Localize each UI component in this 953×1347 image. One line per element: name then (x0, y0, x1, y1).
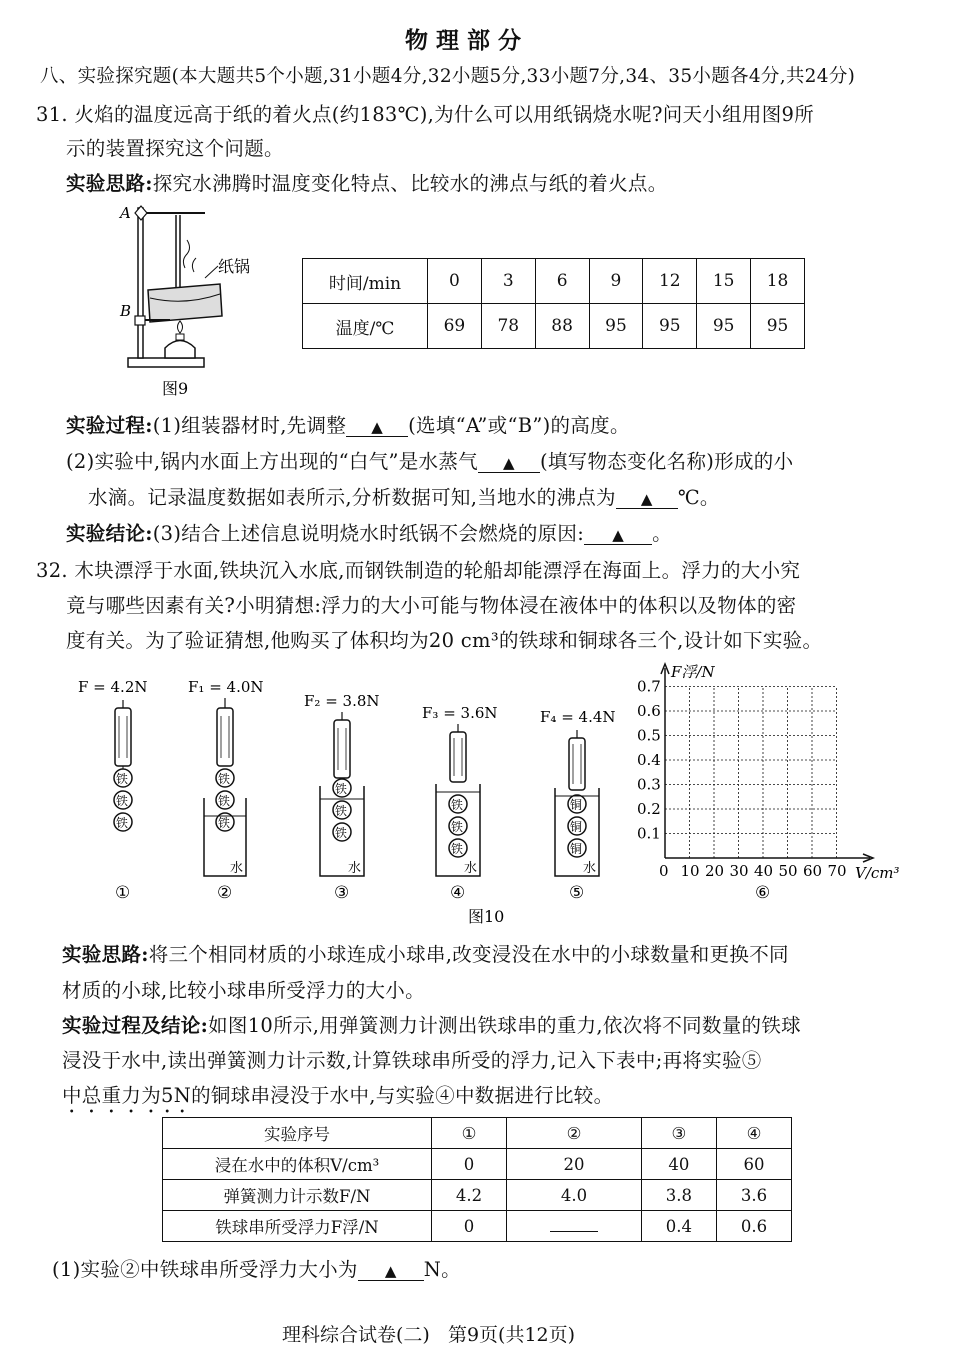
table-cell: 95 (589, 304, 643, 349)
figure-10-caption: 图10 (468, 907, 505, 926)
table-cell: 4.2 (432, 1180, 507, 1211)
spring-scale-4 (436, 724, 480, 876)
svg-text:铁: 铁 (335, 826, 348, 840)
q32-question-1: (1)实验②中铁球串所受浮力大小为 ▲ N。 (52, 1258, 461, 1281)
q32-line3: 度有关。为了验证猜想,他购买了体积均为20 cm³的铁球和铜球各三个,设计如下实验。 (66, 629, 823, 652)
force-label-4: F₃ = 3.6N (422, 704, 498, 722)
iron-ball-label: 铁 (116, 794, 129, 808)
svg-text:铜: 铜 (570, 842, 583, 856)
table-cell: 18 (751, 259, 805, 304)
table-cell: 0.6 (716, 1211, 791, 1242)
figure-9-caption: 图9 (162, 379, 189, 398)
graph-y-tick: 0.7 (637, 677, 661, 696)
table-cell: 3 (481, 259, 535, 304)
force-label-2: F₁ = 4.0N (188, 678, 264, 696)
graph-x-tick: 70 (827, 862, 847, 880)
svg-text:铁: 铁 (335, 804, 348, 818)
svg-text:铁: 铁 (451, 798, 464, 812)
graph-x-tick: 20 (705, 862, 725, 880)
label-b: B (120, 302, 132, 320)
q32-data-table (162, 1117, 792, 1242)
table-header-time: 时间/min (303, 259, 428, 304)
table-header: ③ (641, 1118, 716, 1149)
exp-number-6: ⑥ (755, 883, 771, 903)
water-label: 水 (230, 861, 244, 876)
table-cell: 69 (428, 304, 482, 349)
table-header: ④ (716, 1118, 791, 1149)
q32-proc-1: 实验过程及结论:如图10所示,用弹簧测力计测出铁球串的重力,依次将不同数量的铁球 (62, 1014, 801, 1037)
q31-line1: 31. 火焰的温度远高于纸的着火点(约183℃),为什么可以用纸锅烧水呢?问天小组用图9所 (36, 103, 815, 126)
svg-text:水: 水 (348, 861, 362, 876)
q31-data-table (302, 258, 805, 349)
svg-text:铁: 铁 (335, 782, 348, 796)
page-title: 物理部分 (405, 27, 529, 54)
table-cell: 6 (535, 259, 589, 304)
force-label-1: F = 4.2N (78, 678, 148, 696)
q31-idea: 实验思路:探究水沸腾时温度变化特点、比较水的沸点与纸的着火点。 (66, 172, 668, 195)
figure-10-apparatus (70, 668, 630, 930)
graph-x-label: V/cm³ (855, 864, 900, 882)
table-cell: 95 (697, 304, 751, 349)
q31-line2: 示的装置探究这个问题。 (66, 137, 284, 160)
force-label-5: F₄ = 4.4N (540, 708, 616, 726)
svg-text:铁: 铁 (451, 842, 464, 856)
table-cell: 12 (643, 259, 697, 304)
q32-proc-2: 浸没于水中,读出弹簧测力计示数,计算铁球串所受的浮力,记入下表中;再将实验⑤ (62, 1049, 762, 1072)
table-cell: 88 (535, 304, 589, 349)
q31-process-2: (2)实验中,锅内水面上方出现的“白气”是水蒸气 ▲ (填写物态变化名称)形成的小 (66, 450, 794, 473)
q31-process-2b: 水滴。记录温度数据如表所示,分析数据可知,当地水的沸点为 ▲ ℃。 (88, 486, 720, 509)
q32-proc-3: 中总重力为5N的铜球串浸没于水中,与实验④中数据进行比较。 (62, 1084, 614, 1107)
graph-x-tick: 60 (803, 862, 823, 880)
graph-x-tick: 30 (729, 862, 749, 880)
graph-y-tick: 0.4 (637, 751, 661, 769)
table-cell: 3.6 (716, 1180, 791, 1211)
exp-number-2: ② (217, 883, 233, 903)
svg-text:铜: 铜 (570, 820, 583, 834)
table-header: ① (432, 1118, 507, 1149)
spring-scale-1 (114, 700, 132, 831)
label-a: A (120, 204, 131, 222)
table-cell: 78 (481, 304, 535, 349)
table-cell: 0.4 (641, 1211, 716, 1242)
graph-x-tick: 50 (778, 862, 798, 880)
graph-x-tick: 40 (754, 862, 774, 880)
spring-scale-3 (320, 712, 364, 876)
graph-y-tick: 0.3 (637, 775, 661, 794)
table-cell-blank (507, 1211, 642, 1242)
spring-scale-5 (555, 730, 599, 876)
svg-text:铁: 铁 (218, 794, 231, 808)
table-header: 实验序号 (163, 1118, 432, 1149)
graph-y-tick: 0.5 (637, 726, 661, 745)
figure-9-apparatus (110, 198, 280, 403)
q32-idea-2: 材质的小球,比较小球串所受浮力的大小。 (62, 979, 425, 1002)
table-header: ② (507, 1118, 642, 1149)
table-cell: 4.0 (507, 1180, 642, 1211)
table-cell: 3.8 (641, 1180, 716, 1211)
q32-idea-1: 实验思路:将三个相同材质的小球连成小球串,改变浸没在水中的小球数量和更换不同 (62, 943, 789, 966)
iron-ball-label: 铁 (116, 816, 129, 830)
graph-y-tick: 0.6 (637, 702, 661, 720)
page-footer: 理科综合试卷(二) 第9页(共12页) (282, 1324, 576, 1346)
copper-ball-label: 铜 (570, 798, 583, 812)
section-header: 八、实验探究题(本大题共5个小题,31小题4分,32小题5分,33小题7分,34、35小题各4分,共24分) (40, 66, 856, 87)
graph-y-label: F浮/N (671, 663, 715, 681)
exp-number-5: ⑤ (569, 883, 585, 903)
table-cell: 95 (643, 304, 697, 349)
table-cell: 9 (589, 259, 643, 304)
q31-process-1: 实验过程:(1)组装器材时,先调整 ▲ (选填“A”或“B”)的高度。 (66, 414, 630, 437)
exp-number-4: ④ (450, 883, 466, 903)
exp-number-3: ③ (334, 883, 350, 903)
q32-line1: 32. 木块漂浮于水面,铁块沉入水底,而钢铁制造的轮船却能漂浮在海面上。浮力的大小究 (36, 559, 801, 582)
graph-x-tick: 0 (659, 862, 669, 880)
label-paper-pot: 纸锅 (218, 257, 251, 276)
q32-line2: 竟与哪些因素有关?小明猜想:浮力的大小可能与物体浸在液体中的体积以及物体的密 (66, 594, 797, 617)
table-cell: 0 (432, 1149, 507, 1180)
iron-ball-label: 铁 (116, 772, 129, 786)
table-cell: 0 (428, 259, 482, 304)
exp-number-1: ① (115, 883, 131, 903)
svg-text:铁: 铁 (218, 816, 231, 830)
table-cell: 浸在水中的体积V/cm³ (163, 1149, 432, 1180)
svg-text:水: 水 (464, 861, 478, 876)
svg-text:铁: 铁 (218, 772, 231, 786)
graph-x-tick: 10 (680, 862, 700, 880)
svg-text:水: 水 (583, 861, 597, 876)
svg-text:铁: 铁 (451, 820, 464, 834)
table-cell: 60 (716, 1149, 791, 1180)
q31-conclusion: 实验结论:(3)结合上述信息说明烧水时纸锅不会燃烧的原因: ▲ 。 (66, 522, 672, 545)
graph-y-tick: 0.2 (637, 800, 661, 818)
table-cell: 20 (507, 1149, 642, 1180)
table-cell: 弹簧测力计示数F/N (163, 1180, 432, 1211)
table-header-temp: 温度/℃ (303, 304, 428, 349)
force-label-3: F₂ = 3.8N (304, 692, 380, 710)
spring-scale-2 (204, 698, 246, 876)
table-cell: 0 (432, 1211, 507, 1242)
buoyancy-graph (635, 660, 905, 905)
table-cell: 铁球串所受浮力F浮/N (163, 1211, 432, 1242)
table-cell: 40 (641, 1149, 716, 1180)
graph-y-tick: 0.1 (637, 824, 661, 843)
table-cell: 15 (697, 259, 751, 304)
table-cell: 95 (751, 304, 805, 349)
